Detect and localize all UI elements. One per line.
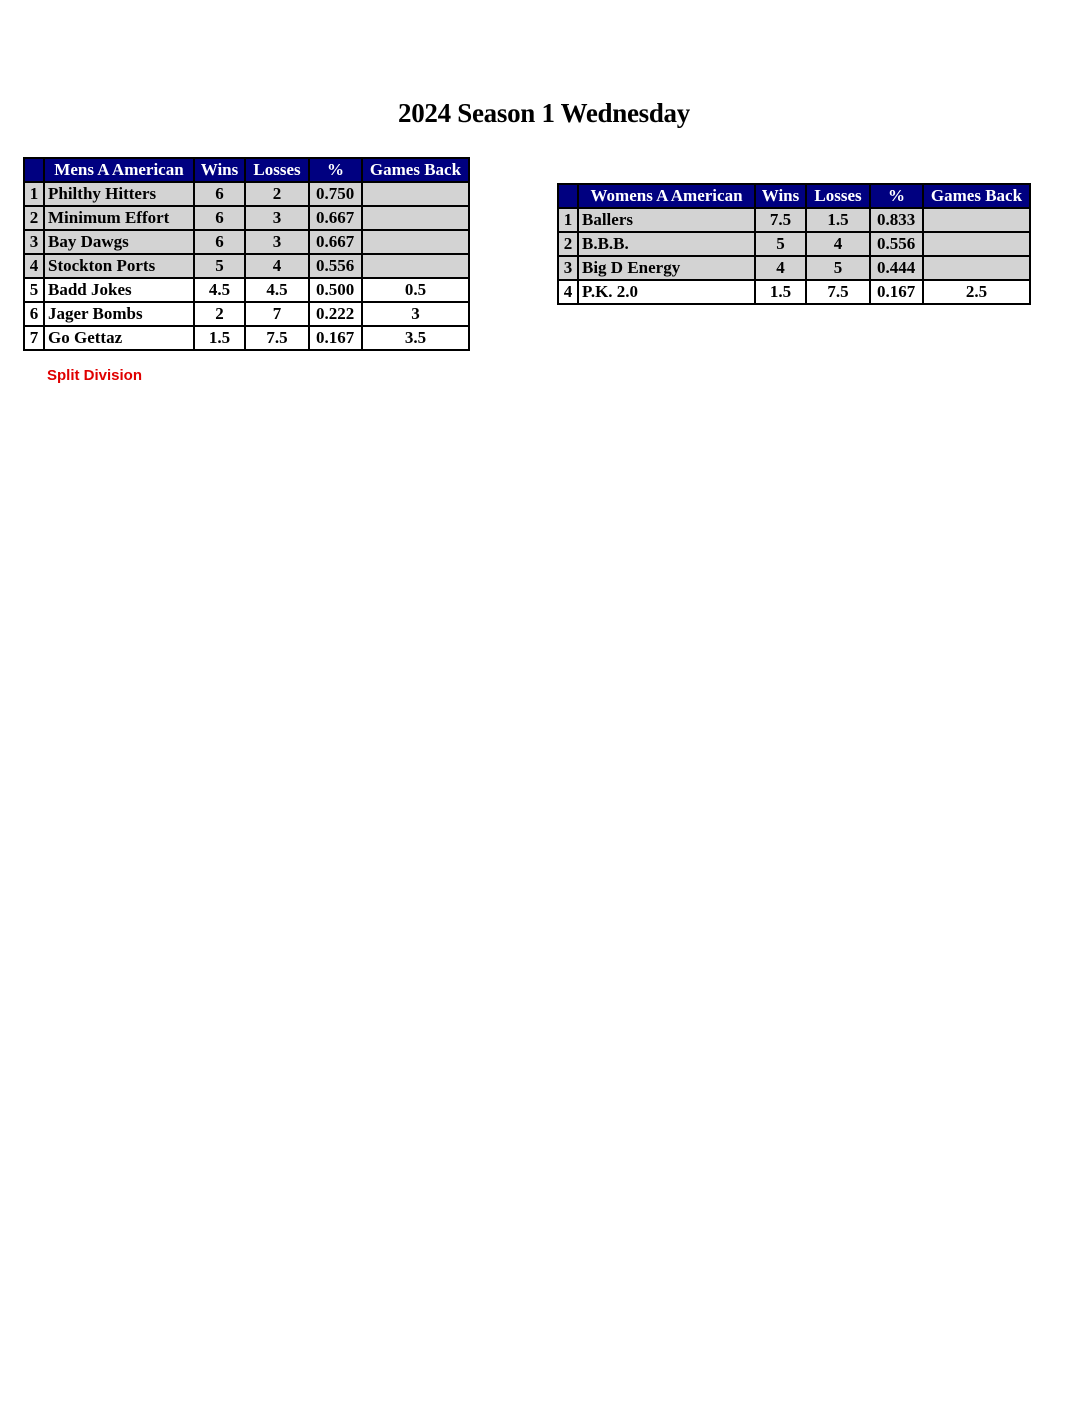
table-row xyxy=(24,182,469,206)
games-back-header: Games Back xyxy=(923,184,1030,208)
losses-cell: 3 xyxy=(245,230,309,254)
wins-cell: 1.5 xyxy=(755,280,806,304)
table-row xyxy=(24,206,469,230)
pct-cell: 0.556 xyxy=(870,232,923,256)
wins-cell: 7.5 xyxy=(755,208,806,232)
games-back-cell: 2.5 xyxy=(923,280,1030,304)
division-header: Mens A American xyxy=(44,158,194,182)
losses-header: Losses xyxy=(806,184,870,208)
split-division-note: Split Division xyxy=(47,367,143,384)
rank-cell: 6 xyxy=(24,302,44,326)
pct-cell: 0.556 xyxy=(309,254,362,278)
losses-cell: 3 xyxy=(245,206,309,230)
wins-cell: 5 xyxy=(755,232,806,256)
womens-standings-table xyxy=(557,183,1031,305)
team-name-cell: Bay Dawgs xyxy=(44,230,194,254)
team-name-cell: Badd Jokes xyxy=(44,278,194,302)
pct-header: % xyxy=(309,158,362,182)
table-row xyxy=(24,302,469,326)
table-header-row xyxy=(558,184,1030,208)
losses-cell: 4 xyxy=(245,254,309,278)
wins-cell: 2 xyxy=(194,302,245,326)
division-header: Womens A American xyxy=(578,184,755,208)
rank-cell: 3 xyxy=(558,256,578,280)
table-row xyxy=(24,326,469,350)
wins-header: Wins xyxy=(194,158,245,182)
wins-cell: 4.5 xyxy=(194,278,245,302)
losses-cell: 2 xyxy=(245,182,309,206)
table-row xyxy=(558,208,1030,232)
wins-header: Wins xyxy=(755,184,806,208)
page-title: 2024 Season 1 Wednesday xyxy=(398,98,690,128)
losses-cell: 4 xyxy=(806,232,870,256)
pct-header: % xyxy=(870,184,923,208)
pct-cell: 0.833 xyxy=(870,208,923,232)
table-row xyxy=(558,256,1030,280)
wins-cell: 6 xyxy=(194,230,245,254)
games-back-cell xyxy=(362,182,469,206)
team-name-cell: Minimum Effort xyxy=(44,206,194,230)
pct-cell: 0.750 xyxy=(309,182,362,206)
games-back-cell xyxy=(923,232,1030,256)
rank-cell: 3 xyxy=(24,230,44,254)
table-row xyxy=(24,278,469,302)
games-back-cell: 3.5 xyxy=(362,326,469,350)
losses-cell: 7.5 xyxy=(245,326,309,350)
games-back-cell xyxy=(362,206,469,230)
rank-cell: 5 xyxy=(24,278,44,302)
losses-cell: 1.5 xyxy=(806,208,870,232)
games-back-cell xyxy=(362,230,469,254)
losses-header: Losses xyxy=(245,158,309,182)
team-name-cell: Jager Bombs xyxy=(44,302,194,326)
games-back-cell: 3 xyxy=(362,302,469,326)
pct-cell: 0.222 xyxy=(309,302,362,326)
rank-cell: 7 xyxy=(24,326,44,350)
games-back-cell: 0.5 xyxy=(362,278,469,302)
rank-cell: 4 xyxy=(558,280,578,304)
games-back-cell xyxy=(362,254,469,278)
team-name-cell: Go Gettaz xyxy=(44,326,194,350)
wins-cell: 5 xyxy=(194,254,245,278)
table-row xyxy=(558,232,1030,256)
pct-cell: 0.667 xyxy=(309,230,362,254)
team-name-cell: Stockton Ports xyxy=(44,254,194,278)
pct-cell: 0.167 xyxy=(870,280,923,304)
games-back-cell xyxy=(923,256,1030,280)
wins-cell: 1.5 xyxy=(194,326,245,350)
rank-cell: 4 xyxy=(24,254,44,278)
team-name-cell: B.B.B. xyxy=(578,232,755,256)
rank-cell: 1 xyxy=(24,182,44,206)
losses-cell: 5 xyxy=(806,256,870,280)
mens-standings-table xyxy=(23,157,470,351)
table-row xyxy=(24,230,469,254)
rank-cell: 1 xyxy=(558,208,578,232)
rank-header xyxy=(24,158,44,182)
table-row xyxy=(558,280,1030,304)
team-name-cell: Ballers xyxy=(578,208,755,232)
pct-cell: 0.167 xyxy=(309,326,362,350)
wins-cell: 6 xyxy=(194,206,245,230)
pct-cell: 0.444 xyxy=(870,256,923,280)
pct-cell: 0.667 xyxy=(309,206,362,230)
table-header-row xyxy=(24,158,469,182)
pct-cell: 0.500 xyxy=(309,278,362,302)
rank-header xyxy=(558,184,578,208)
rank-cell: 2 xyxy=(558,232,578,256)
team-name-cell: Philthy Hitters xyxy=(44,182,194,206)
wins-cell: 6 xyxy=(194,182,245,206)
losses-cell: 7.5 xyxy=(806,280,870,304)
losses-cell: 7 xyxy=(245,302,309,326)
rank-cell: 2 xyxy=(24,206,44,230)
losses-cell: 4.5 xyxy=(245,278,309,302)
wins-cell: 4 xyxy=(755,256,806,280)
table-row xyxy=(24,254,469,278)
team-name-cell: Big D Energy xyxy=(578,256,755,280)
games-back-cell xyxy=(923,208,1030,232)
games-back-header: Games Back xyxy=(362,158,469,182)
team-name-cell: P.K. 2.0 xyxy=(578,280,755,304)
